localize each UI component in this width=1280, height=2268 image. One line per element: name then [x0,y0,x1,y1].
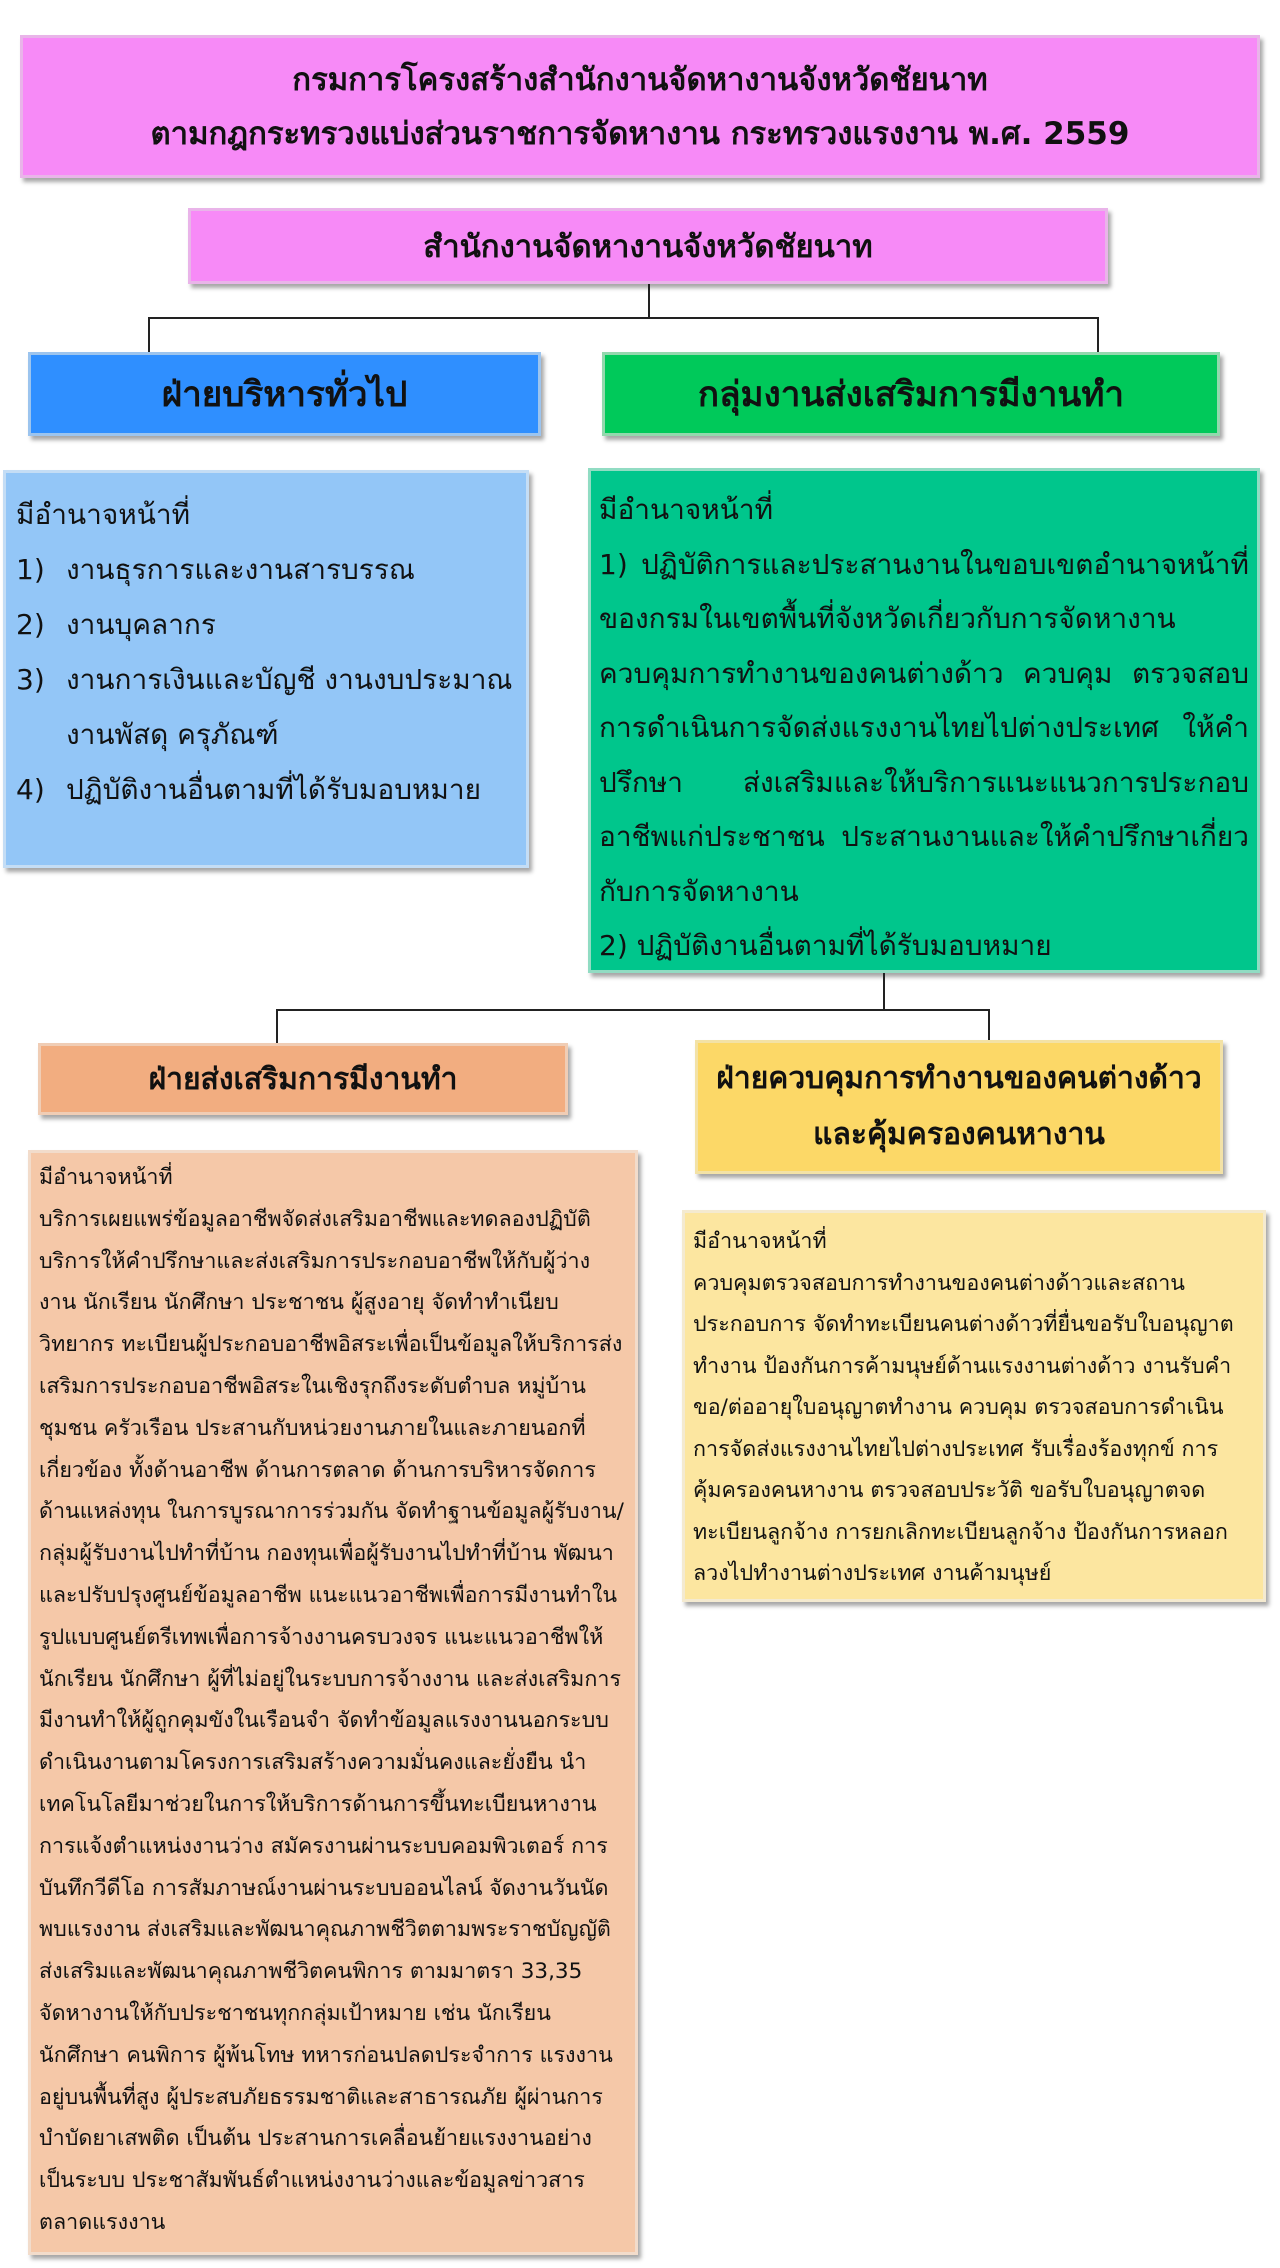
duties-heading: มีอำนาจหน้าที่ [599,493,774,526]
duties-text: ควบคุมตรวจสอบการทำงานของคนต่างด้าวและสถานประกอบการ จัดทำทะเบียนคนต่างด้าวที่ยื่นขอรับใบอนุญาตทำงาน ป้องกันการค้ามนุษย์ด้านแรงงานต่างด้าว งานรับคำขอ/ต่ออายุใบอนุญาตทำงาน ควบคุม ตรวจสอบการดำเนินการจัดส่งแรงงานไทยไปต่างประเทศ รับเรื่องร้องทุกข์ การคุ้มครองคนหางาน ตรวจสอบประวัติ ขอรับใบอนุญาตจดทะเบียนลูกจ้าง การยกเลิกทะเบียนลูกจ้าง ป้องกันการหลอกลวงไปทำงานต่างประเทศ งานค้ามนุษย์ [693,1270,1234,1586]
general-admin-duties [3,470,529,868]
header-title-line1: กรมการโครงสร้างสำนักงานจัดหางานจังหวัดชัยนาท [292,61,988,98]
duties-list [16,542,516,817]
control-section-title-line2: และคุ้มครองคนหางาน [813,1117,1105,1152]
employment-promotion-section-node [38,1043,568,1115]
list-item: 4) ปฏิบัติงานอื่นตามที่ได้รับมอบหมาย [16,773,482,806]
employment-promotion-section-title: ฝ่ายส่งเสริมการมีงานทำ [148,1061,458,1097]
duties-text: บริการเผยแพร่ข้อมูลอาชีพจัดส่งเสริมอาชีพและทดลองปฏิบัติ บริการให้คำปรึกษาและส่งเสริมการประกอบอาชีพให้กับผู้ว่างงาน นักเรียน นักศึกษา ประชาชน ผู้สูงอายุ จัดทำทำเนียบวิทยากร ทะเบียนผู้ประกอบอาชีพอิสระเพื่อเป็นข้อมูลให้บริการส่งเสริมการประกอบอาชีพอิสระในเชิงรุกถึงระดับตำบล หมู่บ้าน ชุมชน ครัวเรือน ประสานกับหน่วยงานภายในและภายนอกที่เกี่ยวข้อง ทั้งด้านอาชีพ ด้านการตลาด ด้านการบริหารจัดการ ด้านแหล่งทุน ในการบูรณาการร่วมกัน จัดทำฐานข้อมูลผู้รับงาน/กลุ่มผู้รับงานไปทำที่บ้าน กองทุนเพื่อผู้รับงานไปทำที่บ้าน พัฒนาและปรับปรุงศูนย์ข้อมูลอาชีพ แนะแนวอาชีพเพื่อการมีงานทำในรูปแบบศูนย์ตรีเทพเพื่อการจ้างงานครบวงจร แนะแนวอาชีพให้นักเรียน นักศึกษา ผู้ที่ไม่อยู่ในระบบการจ้างงาน และส่งเสริมการมีงานทำให้ผู้ถูกคุมขังในเรือนจำ จัดทำข้อมูลแรงงานนอกระบบ ดำเนินงานตามโครงการเสริมสร้างความมั่นคงและยั่งยืน นำเทคโนโลยีมาช่วยในการให้บริการด้านการขึ้นทะเบียนหางาน การแจ้งตำแหน่งงานว่าง สมัครงานผ่านระบบคอมพิวเตอร์ การบันทึกวีดีโอ การสัมภาษณ์งานผ่านระบบออนไลน์ จัดงานวันนัดพบแรงงาน ส่งเสริมและพัฒนาคุณภาพชีวิตตามพระราชบัญญัติส่งเสริมและพัฒนาคุณภาพชีวิตคนพิการ ตามมาตรา 33,35 จัดหางานให้กับประชาชนทุกกลุ่มเป้าหมาย เช่น นักเรียน นักศึกษา คนพิการ ผู้พ้นโทษ ทหารก่อนปลดประจำการ แรงงานอยู่บนพื้นที่สูง ผู้ประสบภัยธรรมชาติและสาธารณภัย ผู้ผ่านการบำบัดยาเสพติด เป็นต้น ประสานการเคลื่อนย้ายแรงงานอย่างเป็นระบบ ประชาสัมพันธ์ตำแหน่งงานว่างและข้อมูลข่าวสารตลาดแรงงาน [39,1206,624,2235]
duty-item-2: 2) ปฏิบัติงานอื่นตามที่ได้รับมอบหมาย [599,929,1052,962]
org-chart-header [20,35,1260,178]
employment-promotion-group-duties [588,468,1260,973]
employment-promotion-section-duties [28,1150,638,2255]
general-admin-node [28,352,541,436]
duties-heading: มีอำนาจหน้าที่ [39,1165,173,1190]
duties-heading: มีอำนาจหน้าที่ [693,1229,827,1254]
connector-to-promo-section [276,1009,278,1043]
list-item: 3) งานการเงินและบัญชี งานงบประมาณ งานพัสดุ ครุภัณฑ์ [16,663,513,751]
duties-heading: มีอำนาจหน้าที่ [16,498,191,531]
connector-to-promo-group [1097,317,1099,353]
control-section-title-line1: ฝ่ายควบคุมการทำงานของคนต่างด้าว [716,1061,1202,1096]
duty-item-1: 1) ปฏิบัติการและประสานงานในขอบเขตอำนาจหน้าที่ของกรมในเขตพื้นที่จังหวัดเกี่ยวกับการจัดหางาน ควบคุมการทำงานของคนต่างด้าว ควบคุม ตรวจสอบการดำเนินการจัดส่งแรงงานไทยไปต่างประเทศ ให้คำปรึกษา ส่งเสริมและให้บริการแนะแนวการประกอบอาชีพแก่ประชาชน ประสานงานและให้คำปรึกษาเกี่ยวกับการจัดหางาน [599,547,1249,908]
foreign-worker-control-section-node [695,1040,1223,1174]
provincial-office-title: สำนักงานจัดหางานจังหวัดชัยนาท [423,229,873,265]
connector-group-down [883,973,885,1010]
general-admin-title: ฝ่ายบริหารทั่วไป [161,374,408,415]
connector-to-control-section [988,1009,990,1040]
connector-office-down [648,284,650,318]
foreign-worker-control-section-duties [682,1210,1266,1602]
list-item: 2) งานบุคลากร [16,608,216,641]
provincial-office-node [188,208,1108,284]
list-item: 1) งานธุรการและงานสารบรรณ [16,553,415,586]
connector-lower-horizontal [276,1009,990,1011]
connector-top-horizontal [148,317,1099,319]
connector-to-admin [148,317,150,353]
header-title-line2: ตามกฎกระทรวงแบ่งส่วนราชการจัดหางาน กระทรวงแรงงาน พ.ศ. 2559 [150,115,1130,152]
employment-promotion-group-node [602,352,1220,436]
employment-promotion-group-title: กลุ่มงานส่งเสริมการมีงานทำ [697,374,1125,415]
